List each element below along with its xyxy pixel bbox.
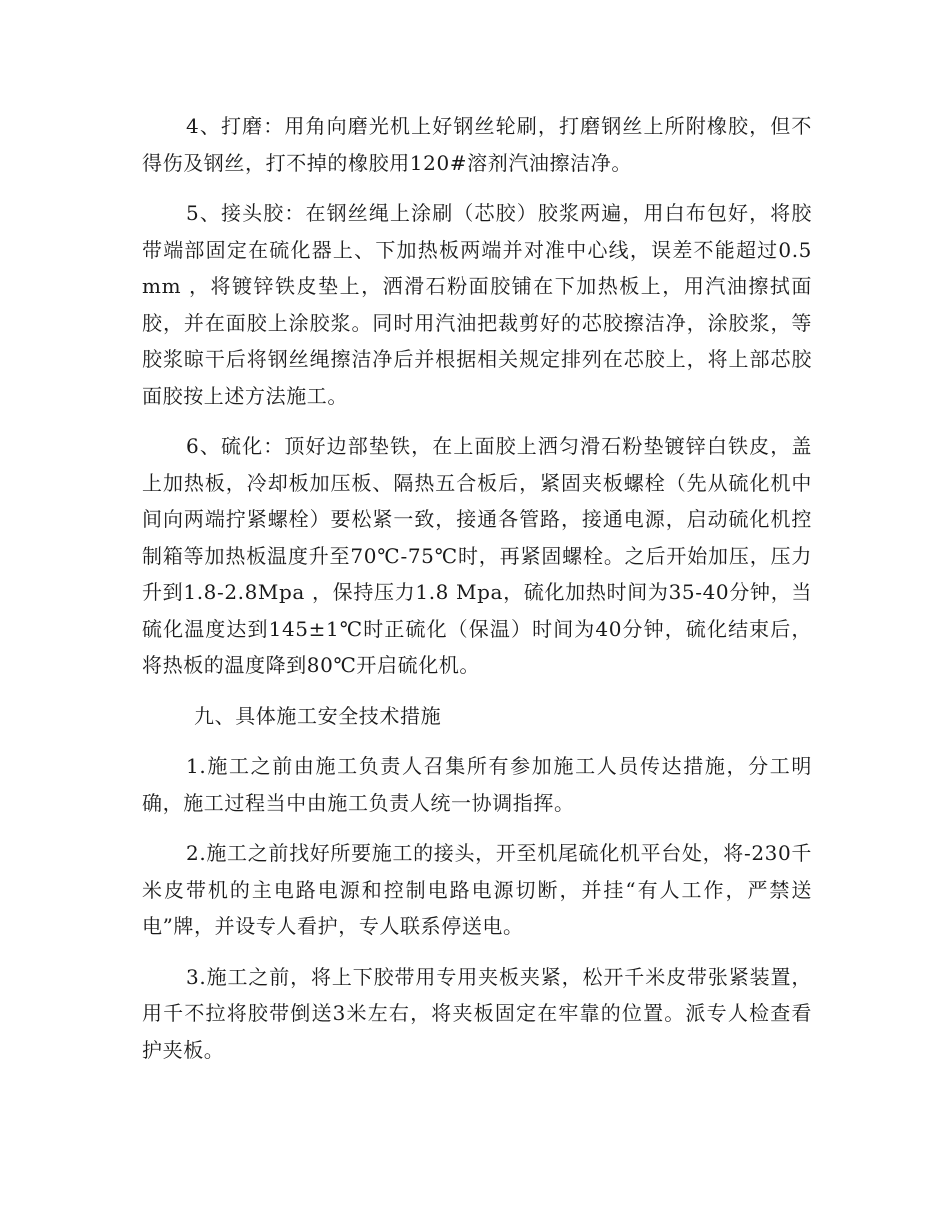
section-heading: 九、具体施工安全技术措施 (194, 703, 442, 728)
paragraph-grinding: 4、打磨：用角向磨光机上好钢丝轮刷，打磨钢丝上所附橡胶，但不得伤及钢丝，打不掉的橡胶用120#溶剂汽油擦洁净。 (142, 114, 812, 175)
safety-item-1: 1.施工之前由施工负责人召集所有参加施工人员传达措施，分工明确，施工过程当中由施工负责人统一协调指挥。 (142, 754, 812, 815)
paragraph-vulcanization: 6、硫化：顶好边部垫铁，在上面胶上洒匀滑石粉垫镀锌白铁皮，盖上加热板，冷却板加压板、隔热五合板后，紧固夹板螺栓（先从硫化机中间向两端拧紧螺栓）要松紧一致，接通各管路，接通电源，启动硫化机控制箱等加热板温度升至70℃-75℃时，再紧固螺栓。之后开始加压，压力升到1.8-2.8Mpa ，保持压力1.8 Mpa，硫化加热时间为35-40分钟，当硫化温度达到145±1℃时正硫化（保温）时间为40分钟，硫化结束后，将热板的温度降到80℃开启硫化机。 (142, 434, 812, 677)
safety-item-2: 2.施工之前找好所要施工的接头，开至机尾硫化机平台处，将-230千米皮带机的主电路电源和控制电路电源切断，并挂“有人工作，严禁送电”牌，并设专人看护，专人联系停送电。 (142, 841, 812, 938)
document-body (142, 108, 812, 1082)
paragraph-joint-glue: 5、接头胶：在钢丝绳上涂刷（芯胶）胶浆两遍，用白布包好，将胶带端部固定在硫化器上、下加热板两端并对准中心线，误差不能超过0.5mm ，将镀锌铁皮垫上，洒滑石粉面胶铺在下加热板上，用汽油擦拭面胶，并在面胶上涂胶浆。同时用汽油把裁剪好的芯胶擦洁净，涂胶浆，等胶浆晾干后将钢丝绳擦洁净后并根据相关规定排列在芯胶上，将上部芯胶面胶按上述方法施工。 (142, 201, 812, 408)
safety-item-3: 3.施工之前，将上下胶带用专用夹板夹紧，松开千米皮带张紧装置，用千不拉将胶带倒送3米左右，将夹板固定在牢靠的位置。派专人检查看护夹板。 (142, 964, 812, 1062)
